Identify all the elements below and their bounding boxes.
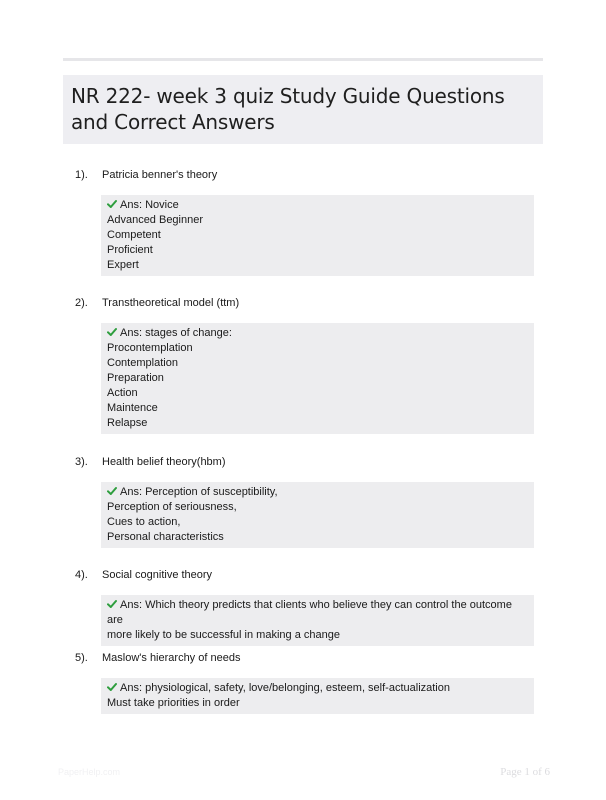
question-header [75,455,545,469]
checkmark-icon [107,486,117,496]
answer-line [107,681,528,696]
checkmark-icon [107,682,117,692]
question-header [75,651,545,665]
question-number: 3). [75,456,88,468]
question-item [75,651,545,714]
checkmark-icon [107,327,117,337]
answer-line: Proficient [107,244,153,256]
answer-prefix: Ans: [120,199,146,211]
answer-line [107,198,528,213]
answer-line [107,598,528,628]
answer-line: Maintence [107,402,158,414]
answer-line: Cues to action, [107,516,181,528]
answer-box [101,595,534,646]
answer-box [101,482,534,548]
question-text: Patricia benner's theory [102,169,218,181]
question-text: Health belief theory(hbm) [102,456,226,468]
answer-line: Advanced Beginner [107,214,204,226]
title-box [63,75,543,144]
page-number: Page 1 of 6 [500,766,550,778]
answer-line: Perception of seriousness, [107,501,237,513]
question-text: Social cognitive theory [102,569,213,581]
answer-line [107,485,528,500]
question-item [75,168,545,276]
question-item [75,455,545,548]
question-item [75,296,545,434]
answer-text: physiological, safety, love/belonging, esteem, self-actualization [145,682,450,694]
answer-text: Which theory predicts that clients who believe they can control the outcome are [107,599,515,626]
footer-watermark: PaperHelp.com [58,767,121,777]
answer-line: Expert [107,259,139,271]
question-number: 5). [75,652,88,664]
question-number: 2). [75,297,88,309]
answer-line: Competent [107,229,161,241]
answer-line [107,326,528,341]
question-item [75,568,545,646]
answer-text: Perception of susceptibility, [145,486,278,498]
checkmark-icon [107,199,117,209]
page-title: NR 222- week 3 quiz Study Guide Questions and Correct Answers [71,84,505,134]
question-number: 4). [75,569,88,581]
question-header [75,568,545,582]
answer-line: more likely to be successful in making a change [107,629,340,641]
answer-line: Preparation [107,372,164,384]
answer-prefix: Ans: [120,327,146,339]
checkmark-icon [107,599,117,609]
answer-prefix: Ans: [120,599,146,611]
answer-text: Novice [145,199,179,211]
answer-prefix: Ans: [120,682,146,694]
answer-line: Action [107,387,138,399]
answer-box [101,195,534,276]
question-number: 1). [75,169,88,181]
answer-line: Procontemplation [107,342,193,354]
answer-box [101,678,534,714]
answer-text: stages of change: [145,327,232,339]
question-text: Transtheoretical model (ttm) [102,297,240,309]
answer-box [101,323,534,434]
question-text: Maslow's hierarchy of needs [102,652,241,664]
question-header [75,296,545,310]
top-divider [63,58,543,61]
answer-line: Personal characteristics [107,531,224,543]
answer-line: Contemplation [107,357,178,369]
answer-line: Relapse [107,417,148,429]
answer-line: Must take priorities in order [107,697,240,709]
question-header [75,168,545,182]
answer-prefix: Ans: [120,486,146,498]
